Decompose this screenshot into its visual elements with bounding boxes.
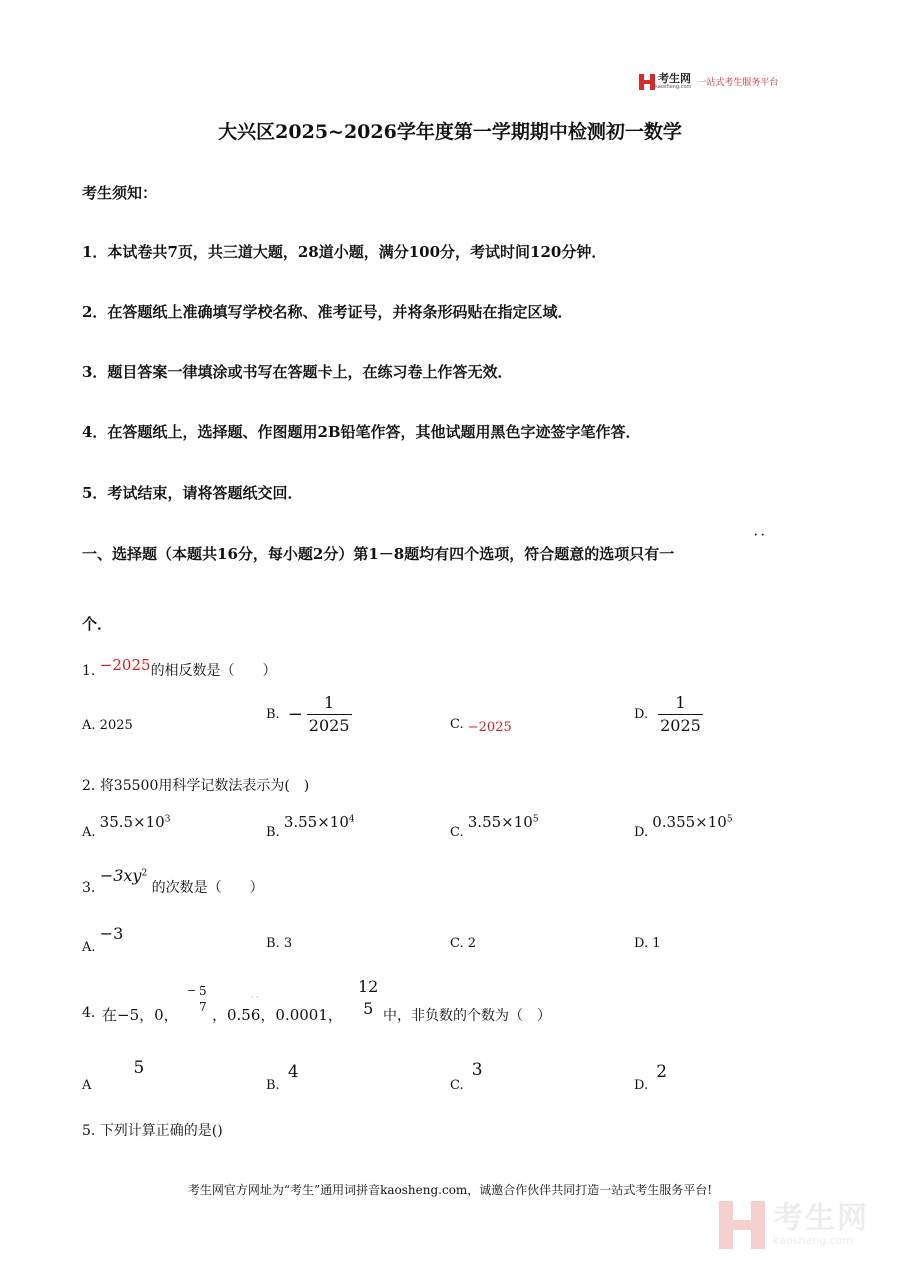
option-label: B. <box>266 936 280 951</box>
option-value: −3 <box>99 924 124 943</box>
q4-option-c <box>450 1060 483 1093</box>
numerator: 1 <box>324 693 335 712</box>
q3-number: 3. <box>82 880 96 896</box>
q2-option-a <box>82 813 171 840</box>
q4-option-d <box>634 1062 668 1093</box>
option-label: B. <box>266 707 280 722</box>
q1-option-b <box>266 692 352 737</box>
watermark <box>719 1201 869 1249</box>
q4-fraction-2 <box>358 976 378 1020</box>
q1-option-d <box>634 692 703 737</box>
option-label: D. <box>634 825 649 840</box>
option-sign: − <box>287 704 303 725</box>
option-exponent: 5 <box>532 814 539 825</box>
logo-sub: kaosheng.com <box>655 84 692 90</box>
q1-number: 1. <box>82 663 96 679</box>
q4-prefix: 在−5，0， <box>102 1006 179 1024</box>
q4-middle: ，0.56，0.0001， <box>212 1006 343 1024</box>
option-exponent: 4 <box>348 814 355 825</box>
option-label: A <box>82 1078 92 1093</box>
option-base: 3.55×10 <box>283 813 349 831</box>
option-value: 2 <box>656 1062 668 1082</box>
notice-item-4: 4．在答题纸上，选择题、作图题用2B铅笔作答，其他试题用黑色字迹签字笔作答． <box>82 423 641 441</box>
option-label: A. <box>82 718 96 733</box>
logo-slogan: 一站式考生服务平台 <box>697 78 779 88</box>
option-exponent: 3 <box>164 814 171 825</box>
numerator: 5 <box>199 984 207 998</box>
q1-d-fraction <box>658 692 703 737</box>
q2-number: 2. <box>82 778 96 794</box>
q3-exponent: 2 <box>141 868 148 879</box>
denominator: 5 <box>363 999 374 1018</box>
logo-name: 考生网 <box>658 72 691 85</box>
option-exponent: 5 <box>726 814 733 825</box>
notice-item-1: 1．本试卷共7页，共三道大题，28道小题，满分100分，考试时间120分钟． <box>82 243 607 261</box>
watermark-en: kaosheng.com <box>773 1234 854 1247</box>
notice-item-2: 2．在答题纸上准确填写学校名称、准考证号，并将条形码贴在指定区域． <box>82 303 573 321</box>
option-label: C. <box>450 1078 464 1093</box>
option-value: 5 <box>133 1058 145 1078</box>
watermark-cn: 考生网 <box>773 1201 869 1236</box>
question-5 <box>82 1120 223 1140</box>
option-value: 1 <box>652 936 661 951</box>
repeating-dots: · · <box>251 993 259 1002</box>
q5-number: 5. <box>82 1123 96 1139</box>
section1-heading-cont: 个． <box>82 615 113 633</box>
question-3 <box>82 866 264 896</box>
option-value: −2025 <box>467 720 512 735</box>
q4-suffix: 中，非负数的个数为（ ） <box>383 1008 551 1024</box>
q1-expression: −2025 <box>99 656 151 674</box>
option-label: D. <box>634 936 649 951</box>
numerator: 12 <box>358 977 379 996</box>
option-label: C. <box>450 717 464 732</box>
option-label: C. <box>450 936 464 951</box>
q3-text: 的次数是（ ） <box>151 880 264 896</box>
q4-number: 4. <box>82 1005 96 1021</box>
option-value: 3 <box>471 1060 483 1080</box>
header-logo <box>639 73 778 90</box>
q3-option-b <box>266 936 292 951</box>
option-value: 3 <box>283 936 293 951</box>
q2-option-d <box>634 813 733 840</box>
footer-text: 考生网官方网址为“考生”通用词拼音kaosheng.com，诚邀合作伙伴共同打造一站式考生服务平台! <box>187 1183 713 1197</box>
option-label: B. <box>266 825 280 840</box>
q4-option-b <box>266 1062 299 1093</box>
option-value: 4 <box>287 1062 299 1082</box>
option-label: A. <box>82 825 96 840</box>
option-label: D. <box>634 1078 649 1093</box>
watermark-logo-icon <box>719 1201 765 1249</box>
option-base: 0.355×10 <box>652 813 727 831</box>
numerator: 1 <box>675 693 686 712</box>
denominator: 2025 <box>660 716 701 735</box>
q2-option-b <box>266 813 355 840</box>
notice-item-5: 5．考试结束，请将答题纸交回． <box>82 484 303 502</box>
q4-option-a <box>82 1058 145 1093</box>
page-title: 大兴区2025~2026学年度第一学期期中检测初一数学 <box>218 121 682 143</box>
q2-option-c <box>450 813 539 840</box>
option-value: 2 <box>467 936 477 951</box>
q5-text: 下列计算正确的是() <box>99 1123 223 1139</box>
option-label: C. <box>450 825 464 840</box>
option-value: 2025 <box>99 718 133 733</box>
question-2 <box>82 775 309 795</box>
option-base: 35.5×10 <box>99 813 165 831</box>
q1-option-a <box>82 718 133 733</box>
q4-frac1-sign: − <box>187 984 197 997</box>
emphasis-dots: · · <box>754 530 765 541</box>
option-base: 3.55×10 <box>467 813 533 831</box>
notice-item-3: 3．题目答案一律填涂或书写在答题卡上，在练习卷上作答无效． <box>82 363 513 381</box>
watermark-text <box>773 1203 869 1247</box>
q3-expression: −3xy <box>99 866 142 885</box>
q3-option-d <box>634 936 661 951</box>
q1-text: 的相反数是（ ） <box>150 663 277 679</box>
logo-mark-icon <box>639 74 655 90</box>
q4-fraction-1 <box>197 983 209 1015</box>
q1-b-fraction <box>307 692 352 737</box>
option-label: B. <box>266 1078 280 1093</box>
q1-option-c <box>450 717 512 735</box>
notice-heading: 考生须知： <box>82 184 158 202</box>
logo-text <box>655 73 691 90</box>
denominator: 2025 <box>308 716 350 735</box>
q3-option-a <box>82 924 124 955</box>
option-label: A. <box>82 940 96 955</box>
q2-text: 将35500用科学记数法表示为( ) <box>99 778 310 794</box>
question-1 <box>82 656 277 680</box>
q3-option-c <box>450 936 476 951</box>
option-label: D. <box>634 707 649 722</box>
section1-heading: 一、选择题（本题共16分，每小题2分）第1－8题均有四个选项，符合题意的选项只有一 <box>82 545 675 563</box>
denominator: 7 <box>199 1000 207 1014</box>
